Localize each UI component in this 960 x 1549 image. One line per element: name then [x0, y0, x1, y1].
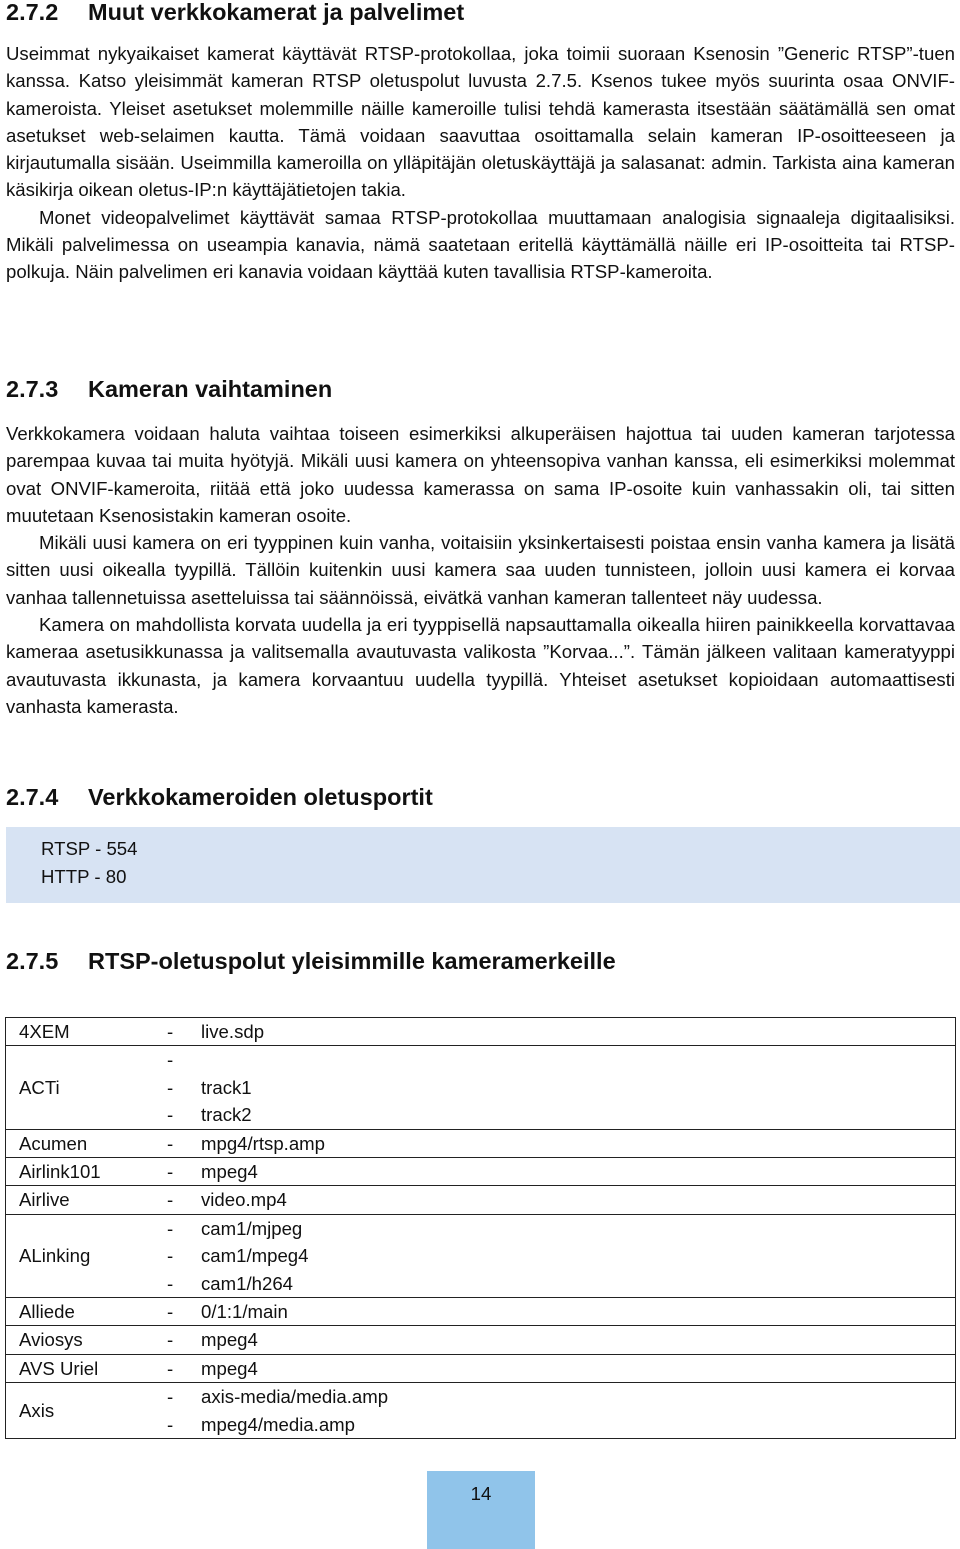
rtsp-path-cell: mpeg4	[197, 1354, 956, 1382]
dash-cell: -	[167, 1076, 174, 1098]
dash-cell: -	[167, 1245, 174, 1267]
brand-cell: Alliede	[6, 1298, 168, 1326]
table-row	[6, 1298, 956, 1326]
port-line: RTSP - 554	[41, 838, 138, 859]
rtsp-path-cell: track2	[201, 1104, 252, 1126]
dash-cell: -	[167, 1186, 197, 1214]
paragraph: Kamera on mahdollista korvata uudella ja eri tyyppisellä napsauttamalla oikealla hiiren painikkeella korvattavaa kameraa asetusikkunassa ja valitsemalla avautuvasta valikosta ”Korvaa...”. Tämän jälkeen valitaan kameratyyppi avautuvasta ikkunasta, ja kamera korvaantuu uudella tyypillä. Yhteiset asetukset kopioidaan automaattisesti vanhasta kamerasta.	[6, 614, 955, 717]
dash-cell: -	[167, 1046, 197, 1074]
section-heading	[6, 946, 955, 976]
section-2-7-2	[6, 0, 955, 27]
section-heading	[6, 782, 955, 812]
dash-cell: -	[167, 1354, 197, 1382]
brand-cell: Airlive	[6, 1186, 168, 1214]
brand-cell: Acumen	[6, 1129, 168, 1157]
section-number: 2.7.3	[6, 376, 59, 402]
rtsp-path-cell: track1	[201, 1076, 252, 1098]
table-row	[6, 1214, 956, 1242]
paragraph: Useimmat nykyaikaiset kamerat käyttävät RTSP-protokollaa, joka toimii suoraan Ksenosin ”Generic RTSP”-tuen kanssa. Katso yleisimmät kameran RTSP oletuspolut luvusta 2.7.5. Ksenos tukee myös suurinta osaa ONVIF-kameroista. Yleiset asetukset molemmille näille kameroille tulisi tehdä kamerasta itsestään säätämällä sen omat asetukset web-selaimen kautta. Tämä voidaan saavuttaa osoittamalla selain kameran IP-osoitteeseen ja kirjautumalla sisään. Useimmilla kameroilla on ylläpitäjän oletuskäyttäjä ja salasanat: admin. Tarkista aina kameran käsikirja oikean oletus-IP:n käyttäjätietojen takia.	[6, 43, 955, 201]
section-2-7-5	[6, 946, 955, 976]
section-title: Kameran vaihtaminen	[88, 376, 333, 402]
brand-cell: Axis	[6, 1383, 168, 1439]
rtsp-paths-table	[5, 1017, 956, 1439]
table-row	[6, 1018, 956, 1046]
table-row	[6, 1383, 956, 1411]
section-heading	[6, 374, 955, 404]
dash-cell: -	[167, 1298, 197, 1326]
dash-cell: -	[167, 1214, 197, 1242]
rtsp-path-cell: cam1/mpeg4	[201, 1245, 309, 1267]
section-2-7-3-body	[6, 420, 955, 720]
section-title: Verkkokameroiden oletusportit	[88, 784, 433, 810]
rtsp-path-cell	[197, 1046, 956, 1074]
section-2-7-4	[6, 782, 955, 812]
brand-cell: Aviosys	[6, 1326, 168, 1354]
paragraph: Verkkokamera voidaan haluta vaihtaa toiseen esimerkiksi alkuperäisen hajottua tai uuden kameran tarjotessa parempaa kuvaa tai muita hyötyjä. Mikäli uusi kamera on yhteensopiva vanhan kanssa, eli esimerkiksi molemmat ovat ONVIF-kameroita, riitää että joko uudessa kamerassa on sama IP-osoite kuin vanhassakin oli, tai sitten muutetaan Ksenosistakin kameran osoite.	[6, 423, 955, 526]
brand-cell: ACTi	[6, 1046, 168, 1129]
page-number: 14	[427, 1471, 535, 1549]
section-number: 2.7.2	[6, 0, 59, 25]
table-row	[6, 1129, 956, 1157]
dash-cell: -	[167, 1413, 174, 1435]
dash-cell: -	[167, 1018, 197, 1046]
brand-cell: AVS Uriel	[6, 1354, 168, 1382]
brand-cell: ALinking	[6, 1214, 168, 1297]
dash-cell: -	[167, 1104, 174, 1126]
rtsp-path-cell: mpg4/rtsp.amp	[197, 1129, 956, 1157]
rtsp-path-cell: mpeg4	[197, 1326, 956, 1354]
default-ports-box	[6, 827, 960, 903]
section-2-7-2-body	[6, 40, 955, 286]
section-heading	[6, 0, 955, 27]
paragraph: Monet videopalvelimet käyttävät samaa RTSP-protokollaa muuttamaan analogisia signaaleja digitaalisiksi. Mikäli palvelimessa on useampia kanavia, nämä saatetaan eritellä käyttämällä näille eri IP-osoitteita tai RTSP-polkuja. Näin palvelimen eri kanavia voidaan käyttää kuten tavallisia RTSP-kameroita.	[6, 206, 955, 283]
section-title: Muut verkkokamerat ja palvelimet	[88, 0, 465, 25]
table-row	[6, 1046, 956, 1074]
rtsp-path-cell: 0/1:1/main	[197, 1298, 956, 1326]
table-row	[6, 1354, 956, 1382]
dash-cell: -	[167, 1129, 197, 1157]
section-title: RTSP-oletuspolut yleisimmille kameramerkeille	[88, 948, 616, 974]
rtsp-path-cell: mpeg4	[197, 1158, 956, 1186]
rtsp-path-cell: axis-media/media.amp	[197, 1383, 956, 1411]
rtsp-path-cell: cam1/h264	[201, 1272, 293, 1294]
brand-cell: 4XEM	[6, 1018, 168, 1046]
table-row	[6, 1326, 956, 1354]
table-row	[6, 1158, 956, 1186]
rtsp-path-cell: video.mp4	[197, 1186, 956, 1214]
paragraph: Mikäli uusi kamera on eri tyyppinen kuin vanha, voitaisiin yksinkertaisesti poistaa ensin vanha kamera ja lisätä sitten uusi oikealla tyypillä. Tällöin kuitenkin uusi kamera saa uuden tunnisteen, jolloin uusi kamera ei korvaa vanhaa tallennetuissa asetteluissa tai säännöissä, eivätkä vanhan kameran tallenteet näy uudessa.	[6, 532, 955, 608]
rtsp-path-cell: live.sdp	[197, 1018, 956, 1046]
rtsp-path-cell: mpeg4/media.amp	[201, 1413, 355, 1435]
port-line: HTTP - 80	[41, 866, 127, 887]
dash-cell: -	[167, 1158, 197, 1186]
section-number: 2.7.5	[6, 948, 59, 974]
section-2-7-3	[6, 374, 955, 404]
dash-cell: -	[167, 1383, 197, 1411]
rtsp-path-cell: cam1/mjpeg	[197, 1214, 956, 1242]
section-number: 2.7.4	[6, 784, 59, 810]
table-row	[6, 1186, 956, 1214]
dash-cell: -	[167, 1272, 174, 1294]
dash-cell: -	[167, 1326, 197, 1354]
brand-cell: Airlink101	[6, 1158, 168, 1186]
